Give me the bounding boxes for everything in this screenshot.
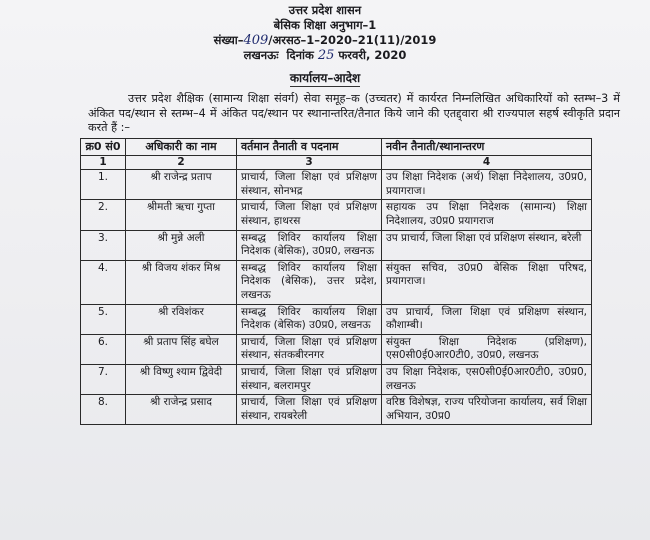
cell-sn: 5.: [81, 304, 126, 334]
cell-new: संयुक्त सचिव, उ0प्र0 बेसिक शिक्षा परिषद, प्रयागराज।: [382, 260, 592, 304]
cell-name: श्री रविशंकर: [126, 304, 237, 334]
cell-current: प्राचार्य, जिला शिक्षा एवं प्रशिक्षण संस्थान, हाथरस: [237, 200, 382, 230]
handwritten-number: 409: [243, 33, 269, 48]
cell-current: प्राचार्य, जिला शिक्षा एवं प्रशिक्षण संस्थान, सोनभद्र: [237, 170, 382, 200]
cell-name: श्री प्रताप सिंह बघेल: [126, 334, 237, 364]
order-date: लखनऊः दिनांक 25 फरवरी, 2020: [243, 48, 407, 63]
cell-new: सहायक उप शिक्षा निदेशक (सामान्य) शिक्षा निदेशालय, उ0प्र0 प्रयागराज: [382, 200, 592, 230]
col-header-sn: क्र0 सं0: [81, 139, 126, 156]
cell-new: उप प्राचार्य, जिला शिक्षा एवं प्रशिक्षण संस्थान, कौशाम्बी।: [382, 304, 592, 334]
col-number: 3: [237, 155, 382, 170]
department-name: बेसिक शिक्षा अनुभाग–1: [273, 18, 377, 32]
cell-current: सम्बद्ध शिविर कार्यालय शिक्षा निदेशक (बेसिक), उत्तर प्रदेश, लखनऊ: [237, 260, 382, 304]
cell-name: श्रीमती ऋचा गुप्ता: [126, 200, 237, 230]
order-number: संख्या–409/अरसठ–1–2020–21(11)/2019: [213, 33, 437, 48]
col-number: 2: [126, 155, 237, 170]
cell-sn: 8.: [81, 395, 126, 425]
col-header-name: अधिकारी का नाम: [126, 139, 237, 156]
cell-new: संयुक्त शिक्षा निदेशक (प्रशिक्षण), एस0सी0ई0आर0टी0, उ0प्र0, लखनऊ: [382, 334, 592, 364]
table-row: [81, 170, 592, 200]
cell-current: प्राचार्य, जिला शिक्षा एवं प्रशिक्षण संस्थान, रायबरेली: [237, 395, 382, 425]
cell-sn: 2.: [81, 200, 126, 230]
col-number: 1: [81, 155, 126, 170]
cell-current: प्राचार्य, जिला शिक्षा एवं प्रशिक्षण संस्थान, संतकबीरनगर: [237, 334, 382, 364]
cell-name: श्री मुन्ने अली: [126, 230, 237, 260]
cell-sn: 4.: [81, 260, 126, 304]
table-row: [81, 200, 592, 230]
cell-sn: 1.: [81, 170, 126, 200]
col-number: 4: [382, 155, 592, 170]
intro-paragraph: उत्तर प्रदेश शैक्षिक (सामान्य शिक्षा संवर्ग) सेवा समूह–क (उच्चतर) में कार्यरत निम्नलिखित अधिकारियों को स्तम्भ–3 में अंकित पद/स्थान से स्तम्भ–4 में अंकित पद/स्थान पर स्थानान्तरित/तैनात किये जाने की एतद्द्वारा श्री राज्यपाल सहर्ष स्वीकृति प्रदान करते हैं :–: [88, 92, 620, 135]
cell-sn: 7.: [81, 364, 126, 394]
cell-name: श्री राजेन्द्र प्रताप: [126, 170, 237, 200]
cell-new: वरिष्ठ विशेषज्ञ, राज्य परियोजना कार्यालय, सर्व शिक्षा अभियान, उ0प्र0: [382, 395, 592, 425]
handwritten-date: 25: [317, 48, 335, 63]
table-row: [81, 395, 592, 425]
table-row: [81, 334, 592, 364]
cell-name: श्री विजय शंकर मिश्र: [126, 260, 237, 304]
table-row: [81, 364, 592, 394]
col-header-current: वर्तमान तैनाती व पदनाम: [237, 139, 382, 156]
document-header: [0, 3, 650, 63]
cell-new: उप शिक्षा निदेशक (अर्थ) शिक्षा निदेशालय, उ0प्र0, प्रयागराज।: [382, 170, 592, 200]
page-title: कार्यालय–आदेश: [289, 71, 361, 85]
cell-sn: 3.: [81, 230, 126, 260]
table-row: [81, 304, 592, 334]
column-number-row: [81, 155, 592, 170]
cell-name: श्री राजेन्द्र प्रसाद: [126, 395, 237, 425]
col-header-new: नवीन तैनाती/स्थानान्तरण: [382, 139, 592, 156]
govt-name: उत्तर प्रदेश शासन: [288, 3, 362, 17]
cell-current: सम्बद्ध शिविर कार्यालय शिक्षा निदेशक (बेसिक), उ0प्र0, लखनऊ: [237, 230, 382, 260]
transfer-table: [80, 138, 592, 425]
cell-name: श्री विष्णु श्याम द्विवेदी: [126, 364, 237, 394]
cell-current: सम्बद्ध शिविर कार्यालय शिक्षा निदेशक (बेसिक) उ0प्र0, लखनऊ: [237, 304, 382, 334]
cell-current: प्राचार्य, जिला शिक्षा एवं प्रशिक्षण संस्थान, बलरामपुर: [237, 364, 382, 394]
table-header-row: [81, 139, 592, 156]
table-row: [81, 230, 592, 260]
cell-new: उप शिक्षा निदेशक, एस0सी0ई0आर0टी0, उ0प्र0, लखनऊ: [382, 364, 592, 394]
cell-new: उप प्राचार्य, जिला शिक्षा एवं प्रशिक्षण संस्थान, बरेली: [382, 230, 592, 260]
cell-sn: 6.: [81, 334, 126, 364]
table-row: [81, 260, 592, 304]
